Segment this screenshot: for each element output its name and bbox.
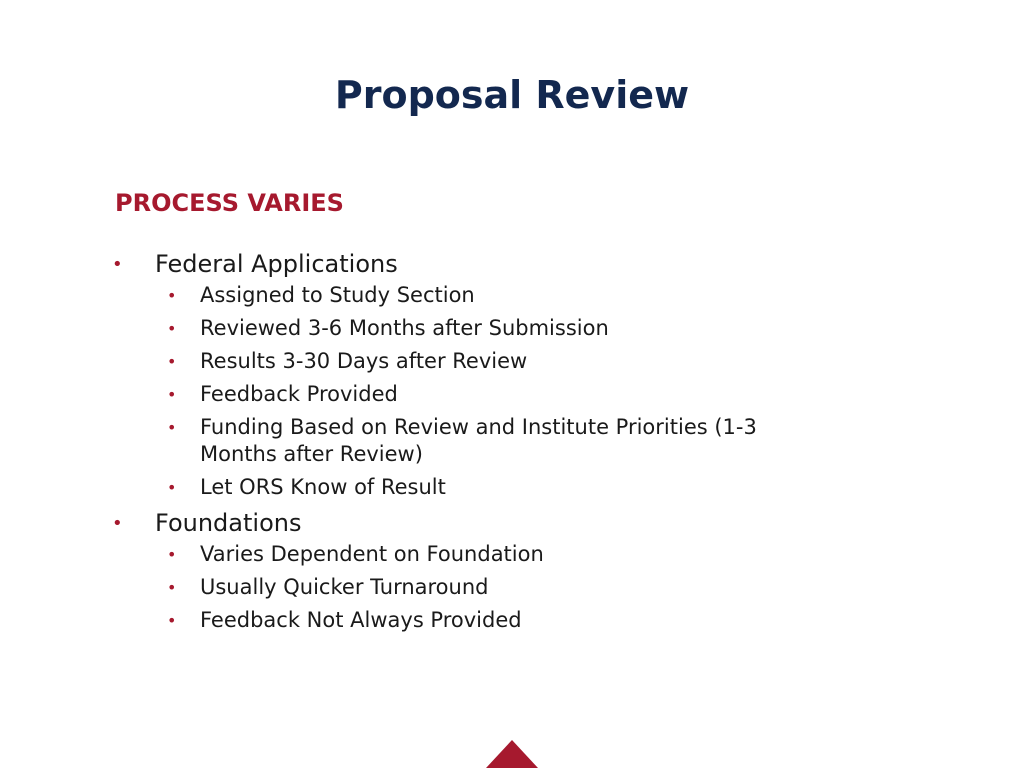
sublist-item	[112, 282, 872, 309]
slide-title: Proposal Review	[334, 73, 690, 117]
sublist-item-label: Feedback Provided	[200, 382, 398, 406]
list-item-federal-applications	[112, 248, 872, 281]
bullet-icon: •	[167, 418, 177, 437]
sublist-item	[112, 607, 872, 634]
bullet-icon: •	[112, 513, 123, 534]
bullet-icon: •	[167, 352, 177, 371]
bullet-icon: •	[167, 545, 177, 564]
sublist-foundations	[112, 541, 872, 634]
triangle-icon	[486, 740, 538, 768]
bullet-icon: •	[167, 286, 177, 305]
bullet-icon: •	[167, 611, 177, 630]
sublist-item	[112, 414, 872, 468]
sublist-federal-applications	[112, 282, 872, 501]
section-heading: PROCESS VARIES	[115, 189, 344, 217]
sublist-item-label: Reviewed 3-6 Months after Submission	[200, 316, 609, 340]
bullet-icon: •	[167, 578, 177, 597]
sublist-item	[112, 315, 872, 342]
sublist-item-label: Assigned to Study Section	[200, 283, 475, 307]
sublist-item-label: Funding Based on Review and Institute Priorities (1-3 Months after Review)	[200, 415, 757, 466]
sublist-item	[112, 348, 872, 375]
sublist-item-label: Usually Quicker Turnaround	[200, 575, 489, 599]
bullet-icon: •	[112, 254, 123, 275]
sublist-item	[112, 574, 872, 601]
sublist-item-label: Feedback Not Always Provided	[200, 608, 522, 632]
list-item-foundations	[112, 507, 872, 540]
bullet-icon: •	[167, 319, 177, 338]
bullet-icon: •	[167, 385, 177, 404]
sublist-item	[112, 541, 872, 568]
sublist-item-label: Varies Dependent on Foundation	[200, 542, 544, 566]
list-item-label: Federal Applications	[155, 250, 398, 278]
sublist-item-label: Let ORS Know of Result	[200, 475, 446, 499]
list-item-label: Foundations	[155, 509, 302, 537]
sublist-item-label: Results 3-30 Days after Review	[200, 349, 528, 373]
bullet-list	[112, 248, 872, 640]
bullet-icon: •	[167, 478, 177, 497]
sublist-item	[112, 381, 872, 408]
sublist-item	[112, 474, 872, 501]
